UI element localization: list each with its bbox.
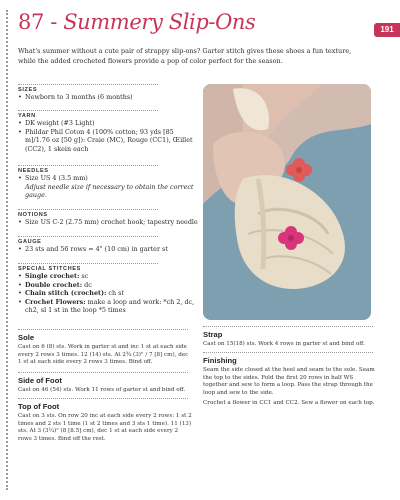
needles-item: • Size US 4 (3.5 mm) — [18, 174, 198, 183]
special-stitches-heading: SPECIAL STITCHES — [18, 263, 158, 272]
finishing-text: Seam the side closed at the heel and seam to the sole. Seam the top to the sides. Fold the first 20 rows in half WS together and sew to form a loop. Pass the strap through the loop and sew to the side. — [203, 367, 375, 396]
needles-heading: NEEDLES — [18, 165, 158, 174]
special-stitches-list — [18, 272, 198, 315]
stitch-item — [18, 289, 198, 298]
stitch-item — [18, 272, 198, 281]
pattern-number: 87 - — [18, 10, 57, 34]
sizes-item: • Newborn to 3 months (6 months) — [18, 93, 198, 102]
top-of-foot-heading: Top of Foot — [18, 402, 60, 411]
needles-list — [18, 174, 198, 200]
notions-list — [18, 218, 198, 227]
yarn-list — [18, 119, 198, 153]
stitch-def: make a loop and work: *ch 2, dc, ch2, sl 1 st in the loop *5 times — [25, 297, 195, 315]
baby-shoes-photo — [203, 84, 371, 320]
stitch-term: Single crochet: — [25, 272, 80, 280]
page-title — [18, 10, 255, 34]
notions-heading: NOTIONS — [18, 209, 158, 218]
stitch-term: Chain stitch (crochet): — [25, 289, 107, 298]
stitch-def: dc — [84, 280, 92, 289]
yarn-heading: YARN — [18, 110, 158, 119]
stitch-term: Crochet Flowers: — [25, 297, 86, 306]
margin-dotted-rule — [6, 10, 8, 490]
finishing-text-2: Crochet a flower in CC1 and CC2. Sew a flower on each top. — [203, 400, 375, 406]
side-of-foot-heading: Side of Foot — [18, 376, 62, 385]
notions-item: • Size US C-2 (2.75 mm) crochet hook; tapestry needle — [18, 218, 198, 227]
sole-heading: Sole — [18, 333, 35, 342]
sole-text: Cast on 6 (8) sts. Work in garter st and inc 1 st at each side every 2 rows 3 times. 12 (14) sts. At 2¾ (3)" / 7 [8] cm), dec 1 st at each side every 2 rows 3 times. Bind off. — [18, 344, 189, 366]
sizes-heading: SIZES — [18, 84, 158, 93]
page-number-badge: 191 — [374, 23, 400, 37]
yarn-item: • Phildar Phil Coton 4 (100% cotton; 93 yds [85 m]/1.76 oz [50 g]): Craie (MC), Rouge (CC1), Œillet (CC2), 1 skein each — [18, 128, 198, 154]
stitch-def: ch st — [108, 289, 124, 298]
side-of-foot-text: Cast on 46 (54) sts. Work 11 rows of garter st and bind off. — [18, 387, 186, 393]
stitch-term: Double crochet: — [25, 280, 83, 289]
photo-illustration — [203, 84, 371, 320]
gauge-list — [18, 245, 198, 254]
strap-heading: Strap — [203, 330, 223, 339]
stitch-def: sc — [81, 272, 89, 280]
gauge-item: • 23 sts and 56 rows = 4" (10 cm) in garter st — [18, 245, 198, 254]
top-of-foot-text: Cast on 3 sts. On row 20 inc at each side every 2 rows: 1 st 2 times and 2 sts 1 time (1 st 2 times and 3 sts 1 time). 11 (13) sts. At 3 (3¼)" (8 [8.5] cm), dec 1 st at each side every 2 rows 3 times. Bind off the rest. — [18, 413, 192, 442]
yarn-item: • DK weight (#3 Light) — [18, 119, 198, 128]
sizes-list — [18, 93, 198, 102]
stitch-item — [18, 298, 198, 315]
pattern-title: Summery Slip-Ons — [63, 10, 256, 34]
finishing-heading: Finishing — [203, 356, 237, 365]
intro-paragraph: What's summer without a cute pair of strappy slip-ons? Garter stitch gives these shoes a fun texture, while the added crocheted flowers provide a pop of color perfect for the season. — [18, 47, 352, 65]
gauge-heading: GAUGE — [18, 236, 158, 245]
needles-note: Adjust needle size if necessary to obtain the correct gauge. — [25, 182, 194, 200]
stitch-item — [18, 281, 198, 290]
strap-text: Cast on 15(18) sts. Work 4 rows in garter st and bind off. — [203, 341, 365, 347]
